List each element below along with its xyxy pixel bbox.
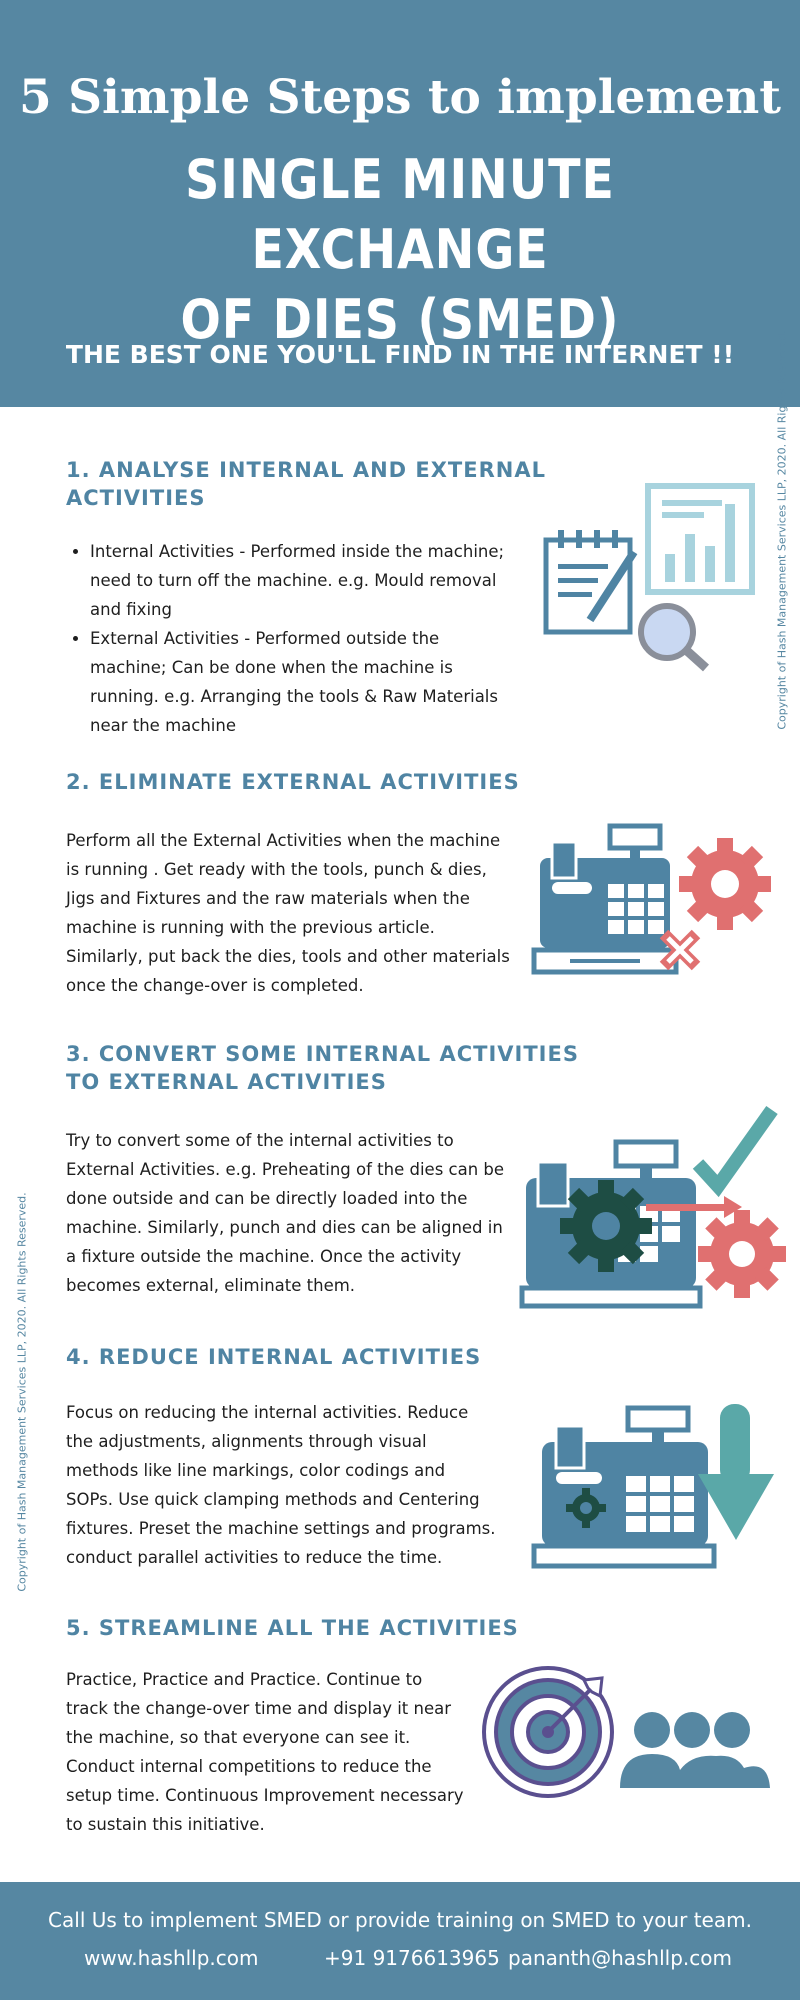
footer — [0, 1882, 800, 2000]
header-title — [48, 145, 752, 355]
section-1-title-line-1: 1. ANALYSE INTERNAL AND EXTERNAL — [66, 458, 546, 482]
section-2-body: Perform all the External Activities when the machine is running . Get ready with the tools, punch & dies, Jigs and Fixtures and the raw materials when the machine is running with the previous article. Similarly, put back the dies, tools and other materials once the change-over is completed. — [66, 831, 510, 995]
section-2-title-line-1: 2. ELIMINATE EXTERNAL ACTIVITIES — [66, 770, 520, 794]
footer-call-to-action: Call Us to implement SMED or provide training on SMED to your team. — [48, 1908, 752, 1932]
section-3-title-line-1: 3. CONVERT SOME INTERNAL ACTIVITIES — [66, 1042, 579, 1066]
section-1-title — [66, 456, 546, 512]
section-1-bullets — [66, 537, 506, 740]
section-5-body: Practice, Practice and Practice. Continue to track the change-over time and display it near the machine, so that everyone can see it. Conduct internal competitions to reduce the setup time. Continuous Improvement necessary to sustain this initiative. — [66, 1670, 464, 1834]
eliminate-illustration — [530, 822, 780, 992]
team-icon — [620, 1712, 770, 1788]
arrow-icon — [646, 1204, 726, 1211]
section-3-title-line-2: TO EXTERNAL ACTIVITIES — [66, 1070, 387, 1094]
external-gear-icon — [698, 1210, 786, 1298]
gear-icon — [679, 838, 771, 930]
header-title-line-2: OF DIES (SMED) — [180, 288, 620, 351]
section-2-title — [66, 768, 520, 796]
header-title-line-1: SINGLE MINUTE EXCHANGE — [185, 148, 615, 281]
bullet-internal: • Internal Activities - Performed inside the machine; need to turn off the machine. e.g. Mould removal and fixing — [90, 537, 506, 624]
header-tagline: THE BEST ONE YOU'LL FIND IN THE INTERNET !! — [65, 340, 735, 369]
section-1-body — [66, 537, 506, 740]
magnifier-icon — [641, 606, 693, 658]
analysis-illustration — [540, 482, 760, 672]
footer-email-link[interactable]: pananth@hashllp.com — [508, 1946, 732, 1970]
copyright-notice-right: Copyright of Hash Management Services LLP, 2020. All Rights Reserved. — [775, 330, 789, 730]
copyright-notice-left: Copyright of Hash Management Services LLP, 2020. All Rights Reserved. — [15, 1192, 29, 1592]
section-5-title — [66, 1614, 519, 1642]
section-3-body: Try to convert some of the internal activities to External Activities. e.g. Preheating of the dies can be done outside and can be directly loaded into the machine. Similarly, punch and dies can be aligned in a fixture outside the machine. Once the activity becomes external, eliminate them. — [66, 1131, 505, 1295]
section-4-title — [66, 1343, 481, 1371]
section-1-title-line-2: ACTIVITIES — [66, 486, 206, 510]
internal-gear-icon — [560, 1180, 652, 1272]
section-4-body: Focus on reducing the internal activities. Reduce the adjustments, alignments through visual methods like line markings, color codings and SOPs. Use quick clamping methods and Centering fixtures. Preset the machine settings and programs. conduct parallel activities to reduce the time. — [66, 1403, 496, 1567]
down-arrow-icon — [720, 1404, 750, 1484]
header-banner — [0, 0, 800, 407]
section-4-title-line-1: 4. REDUCE INTERNAL ACTIVITIES — [66, 1345, 482, 1369]
section-5-title-line-1: 5. STREAMLINE ALL THE ACTIVITIES — [66, 1616, 519, 1640]
reduce-illustration — [530, 1400, 785, 1570]
checkmark-icon — [698, 1110, 772, 1186]
section-3-title — [66, 1040, 579, 1096]
streamline-illustration — [480, 1664, 770, 1804]
convert-illustration — [518, 1100, 793, 1310]
footer-website-link[interactable]: www.hashllp.com — [84, 1946, 259, 1970]
footer-phone-link[interactable]: +91 9176613965 — [324, 1946, 500, 1970]
bullet-external: • External Activities - Performed outside the machine; Can be done when the machine is running. e.g. Arranging the tools & Raw Materials near the machine — [90, 624, 506, 740]
header-subtitle: 5 Simple Steps to implement — [19, 70, 781, 125]
